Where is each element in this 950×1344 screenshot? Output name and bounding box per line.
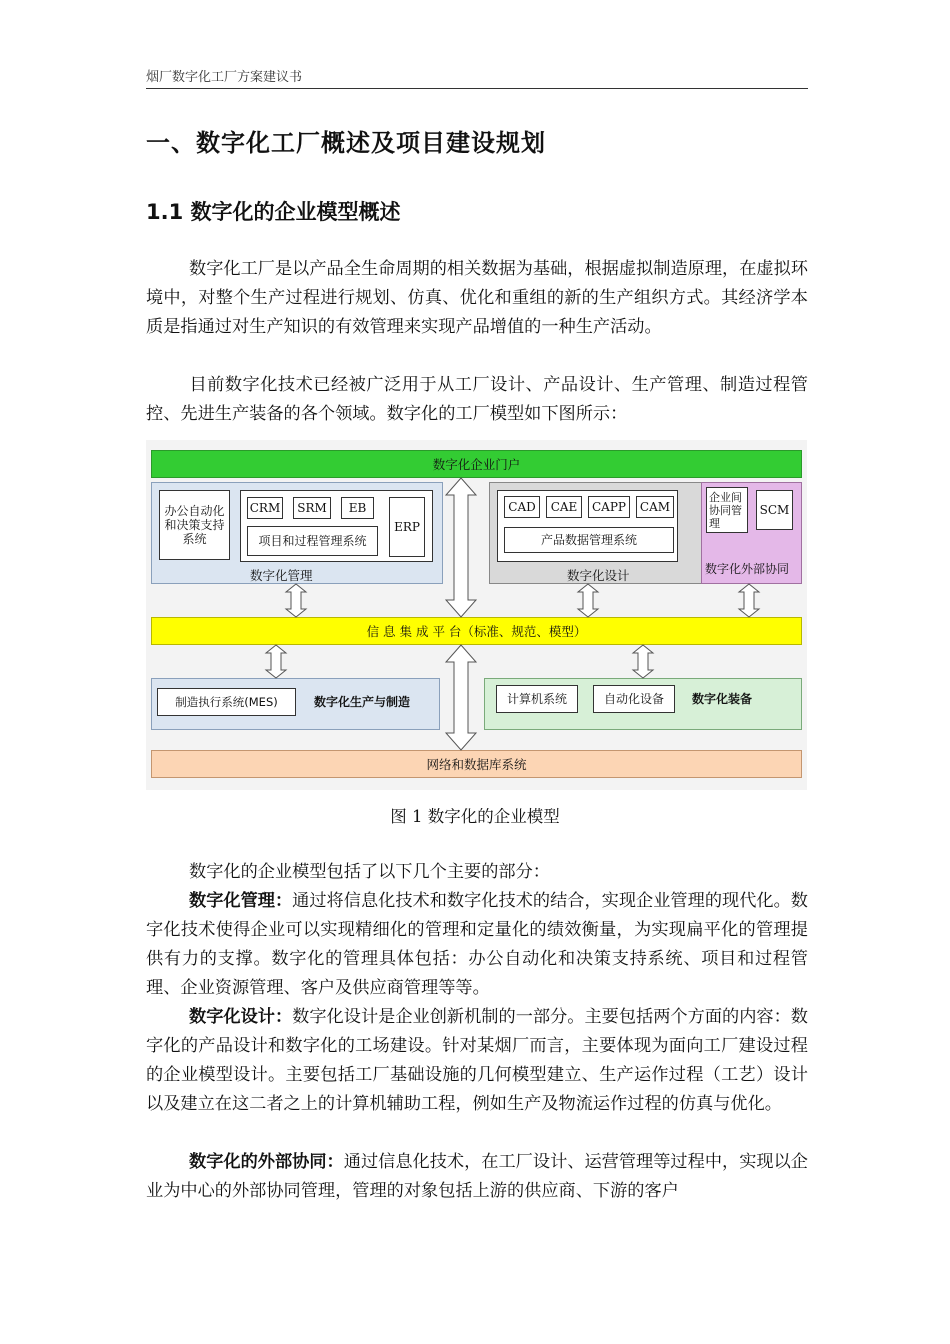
network-label: 网络和数据库系统 [426,757,527,772]
chapter-heading: 一、数字化工厂概述及项目建设规划 [146,129,546,157]
crm-label: CRM [249,501,281,515]
paragraph-6-lead: 数字化的外部协同： [189,1152,344,1172]
management-label: 数字化管理 [250,568,313,583]
double-arrow-icon [286,584,306,617]
scm-label: SCM [759,503,790,517]
paragraph-6-text: 通过信息化技术，在工厂设计、运营管理等过程中，实现以企业为中心的外部协同管理，管理的对象包括上游的供应商、下游的客户 [146,1152,808,1201]
paragraph-3-text: 数字化的企业模型包括了以下几个主要的部分： [189,862,550,882]
paragraph-5-text: 数字化设计是企业创新机制的一部分。主要包括两个方面的内容：数字化的产品设计和数字化的工场建设。针对某烟厂而言，主要体现为面向工厂建设过程的企业模型设计。主要包括工厂基础设施的几何模型建立、生产运作过程（工艺）设计以及建立在这二者之上的计算机辅助工程，例如生产及物流运作过程的仿真与优化。 [146,1007,808,1114]
double-arrow-icon [446,478,476,617]
srm-label: SRM [297,501,327,515]
section-heading: 1.1 数字化的企业模型概述 [146,200,401,224]
computer-system-label: 计算机系统 [506,692,567,706]
double-arrow-icon [266,645,286,678]
pdm-label: 产品数据管理系统 [540,533,637,547]
paragraph-4-lead: 数字化管理： [189,891,293,911]
figure-caption: 图 1 数字化的企业模型 [390,807,560,826]
erp-label: ERP [394,520,420,534]
automation-label: 自动化设备 [603,692,664,706]
paragraph-1 [146,255,808,342]
double-arrow-icon [633,645,653,678]
cae-label: CAE [550,500,578,514]
running-header: 烟厂数字化工厂方案建议书 [146,70,303,85]
double-arrow-icon [446,645,476,750]
equipment-label: 数字化装备 [692,692,753,706]
platform-label: 信 息 集 成 平 台（标准、规范、模型） [366,624,587,639]
production-label: 数字化生产与制造 [314,695,411,709]
double-arrow-icon [578,584,598,617]
paragraph-3 [146,858,808,887]
eb-label: EB [348,501,367,515]
capp-label: CAPP [592,500,626,514]
project-process-label: 项目和过程管理系统 [258,534,367,548]
office-automation-label: 办公自动化和决策支持系统 [164,504,225,546]
paragraph-4-text: 通过将信息化技术和数字化技术的结合，实现企业管理的现代化。数字化技术使得企业可以实现精细化的管理和定量化的绩效衡量，为实现扁平化的管理提供有力的支撑。数字化的管理具体包括：办公自动化和决策支持系统、项目和过程管理、企业资源管理、客户及供应商管理等等。 [146,891,808,998]
paragraph-4 [146,887,808,1003]
header-rule [146,88,808,89]
paragraph-6 [146,1148,808,1206]
cam-label: CAM [639,500,671,514]
enterprise-model-diagram [146,440,807,790]
mes-label: 制造执行系统(MES) [175,695,278,709]
double-arrow-icon [739,584,759,617]
paragraph-2-text: 目前数字化技术已经被广泛用于从工厂设计、产品设计、生产管理、制造过程管控、先进生产装备的各个领域。数字化的工厂模型如下图所示： [146,375,808,424]
collab-label: 企业间协同管理 [709,490,742,530]
design-label: 数字化设计 [567,568,630,583]
paragraph-2 [146,371,808,429]
arrows-layer [146,440,807,790]
portal-label: 数字化企业门户 [432,457,521,472]
paragraph-5-lead: 数字化设计： [189,1007,293,1027]
external-label: 数字化外部协同 [705,562,790,576]
paragraph-5 [146,1003,808,1119]
paragraph-1-text: 数字化工厂是以产品全生命周期的相关数据为基础，根据虚拟制造原理，在虚拟环境中，对整个生产过程进行规划、仿真、优化和重组的新的生产组织方式。其经济学本质是指通过对生产知识的有效管理来实现产品增值的一种生产活动。 [146,259,808,337]
cad-label: CAD [508,500,536,514]
